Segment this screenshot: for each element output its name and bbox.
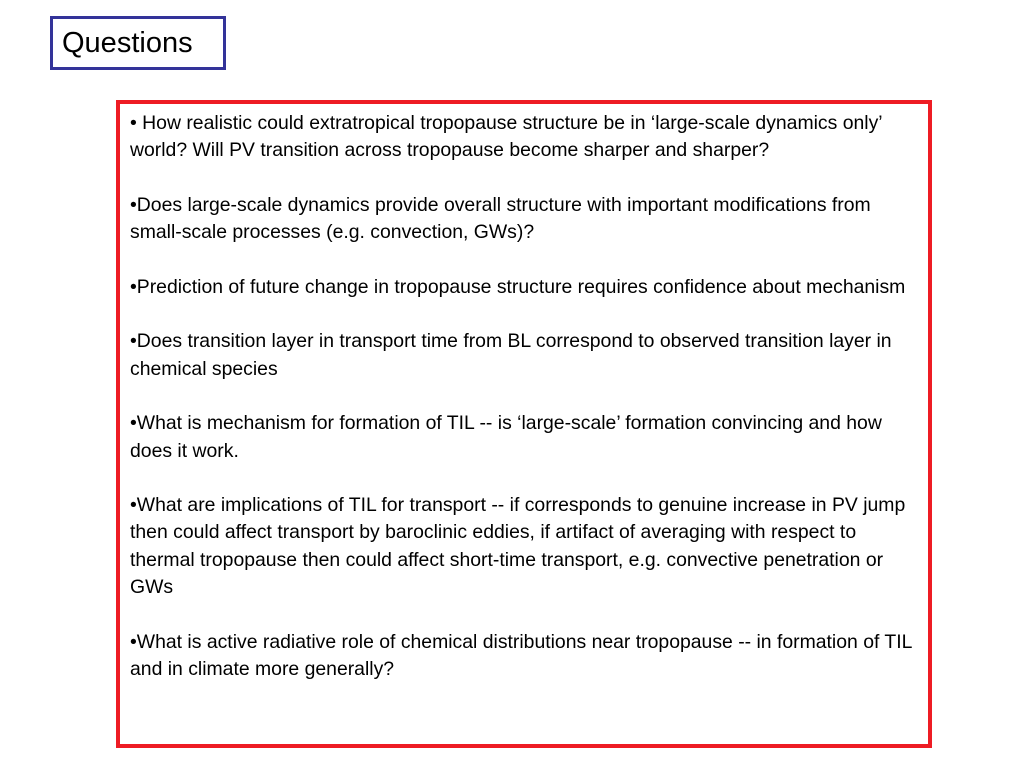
question-bullet-4: •Does transition layer in transport time from BL correspond to observed transition layer in chemical species xyxy=(130,330,892,380)
questions-box xyxy=(116,100,932,748)
slide-title: Questions xyxy=(62,26,193,59)
question-bullet-5: •What is mechanism for formation of TIL -- is ‘large-scale’ formation convincing and how does it work. xyxy=(130,412,882,462)
question-bullet-2: •Does large-scale dynamics provide overall structure with important modifications from small-scale processes (e.g. convection, GWs)? xyxy=(130,193,871,244)
question-bullet-7: •What is active radiative role of chemical distributions near tropopause -- in formation of TIL and in climate more generally? xyxy=(130,630,912,680)
title-box xyxy=(50,16,226,70)
question-bullet-6: •What are implications of TIL for transport -- if corresponds to genuine increase in PV jump then could affect transport by baroclinic eddies, if artifact of averaging with respect to thermal tropopause then could affect short-time transport, e.g. convective penetration or GWs xyxy=(130,494,906,599)
question-bullet-1: • How realistic could extratropical tropopause structure be in ‘large-scale dynamics only’ world? Will PV transition across tropopause become sharper and sharper? xyxy=(130,112,882,162)
question-bullet-3: •Prediction of future change in tropopause structure requires confidence about mechanism xyxy=(130,275,906,298)
